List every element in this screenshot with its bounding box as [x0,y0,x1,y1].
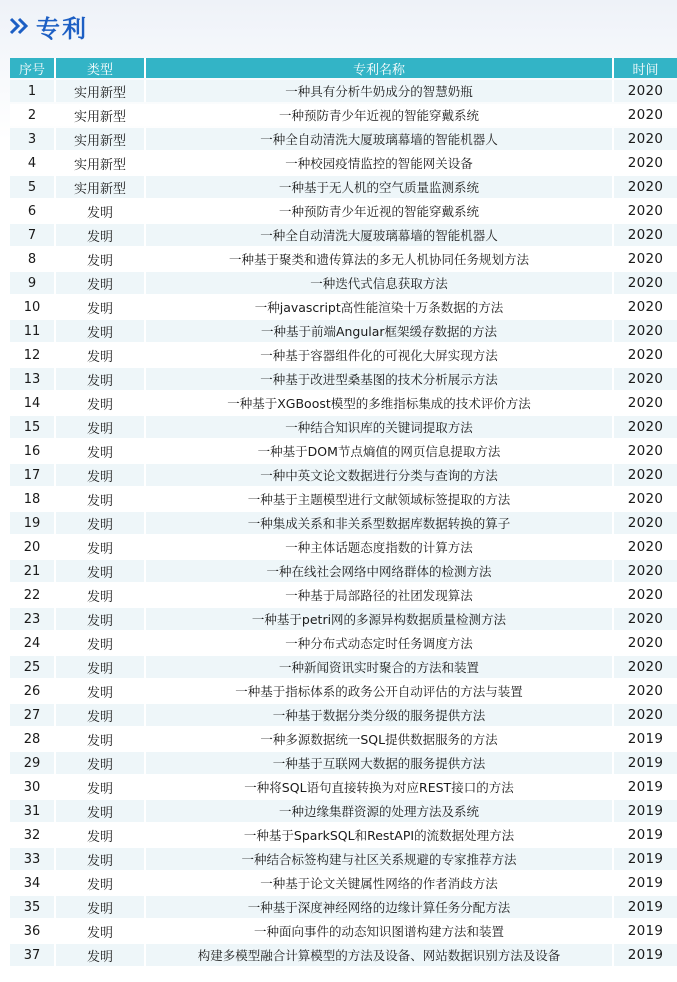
row-index: 26 [10,680,54,702]
table-row [10,80,677,102]
row-index: 20 [10,536,54,558]
patent-year: 2020 [612,512,677,534]
row-index: 17 [10,464,54,486]
table-row [10,488,677,510]
patent-name: 一种基于容器组件化的可视化大屏实现方法 [144,344,612,366]
row-index: 33 [10,848,54,870]
table-row [10,344,677,366]
patent-name: 一种全自动清洗大厦玻璃幕墙的智能机器人 [144,128,612,150]
row-index: 5 [10,176,54,198]
patent-name: 一种预防青少年近视的智能穿戴系统 [144,200,612,222]
row-index: 36 [10,920,54,942]
patent-name: 一种迭代式信息获取方法 [144,272,612,294]
table-row [10,944,677,966]
patent-year: 2020 [612,224,677,246]
patent-type: 发明 [54,368,144,390]
patent-type: 发明 [54,392,144,414]
patent-type: 发明 [54,296,144,318]
table-row [10,200,677,222]
row-index: 6 [10,200,54,222]
row-index: 31 [10,800,54,822]
table-row [10,104,677,126]
row-index: 10 [10,296,54,318]
patent-year: 2020 [612,200,677,222]
header-type: 类型 [54,58,144,78]
patent-year: 2020 [612,440,677,462]
row-index: 28 [10,728,54,750]
patent-name: 一种新闻资讯实时聚合的方法和装置 [144,656,612,678]
patent-year: 2019 [612,800,677,822]
patent-name: 一种面向事件的动态知识图谱构建方法和装置 [144,920,612,942]
patent-name: 一种预防青少年近视的智能穿戴系统 [144,104,612,126]
table-row [10,392,677,414]
row-index: 11 [10,320,54,342]
patent-type: 实用新型 [54,152,144,174]
patent-name: 一种基于XGBoost模型的多维指标集成的技术评价方法 [144,392,612,414]
table-row [10,824,677,846]
patent-type: 发明 [54,608,144,630]
patent-type: 发明 [54,536,144,558]
row-index: 8 [10,248,54,270]
patent-type: 发明 [54,704,144,726]
row-index: 12 [10,344,54,366]
patent-year: 2020 [612,704,677,726]
row-index: 2 [10,104,54,126]
table-row [10,776,677,798]
patent-year: 2020 [612,104,677,126]
table-row [10,176,677,198]
table-row [10,896,677,918]
table-row [10,536,677,558]
patent-year: 2020 [612,152,677,174]
patent-name: 一种基于深度神经网络的边缘计算任务分配方法 [144,896,612,918]
patent-type: 发明 [54,512,144,534]
patent-year: 2020 [612,488,677,510]
row-index: 25 [10,656,54,678]
patent-name: 一种结合标签构建与社区关系规避的专家推荐方法 [144,848,612,870]
patent-year: 2020 [612,632,677,654]
table-row [10,872,677,894]
patent-name: 一种中英文论文数据进行分类与查询的方法 [144,464,612,486]
table-row [10,272,677,294]
patent-name: 一种结合知识库的关键词提取方法 [144,416,612,438]
patent-year: 2020 [612,392,677,414]
table-row [10,248,677,270]
patent-type: 发明 [54,776,144,798]
table-row [10,128,677,150]
table-row [10,656,677,678]
patent-year: 2020 [612,176,677,198]
row-index: 35 [10,896,54,918]
row-index: 9 [10,272,54,294]
patent-type: 发明 [54,320,144,342]
table-row [10,848,677,870]
patent-type: 发明 [54,440,144,462]
patent-name: 一种基于前端Angular框架缓存数据的方法 [144,320,612,342]
patent-name: 构建多模型融合计算模型的方法及设备、网站数据识别方法及设备 [144,944,612,966]
row-index: 22 [10,584,54,606]
patent-year: 2020 [612,368,677,390]
table-header-row [10,58,677,78]
patent-name: 一种基于无人机的空气质量监测系统 [144,176,612,198]
patent-year: 2020 [612,320,677,342]
patent-type: 发明 [54,632,144,654]
patent-name: 一种集成关系和非关系型数据库数据转换的算子 [144,512,612,534]
table-row [10,416,677,438]
patent-name: 一种分布式动态定时任务调度方法 [144,632,612,654]
table-row [10,608,677,630]
patent-year: 2019 [612,872,677,894]
row-index: 15 [10,416,54,438]
patent-type: 发明 [54,920,144,942]
table-row [10,560,677,582]
patent-type: 发明 [54,848,144,870]
patent-type: 发明 [54,800,144,822]
patent-year: 2020 [612,584,677,606]
row-index: 23 [10,608,54,630]
patent-name: 一种基于数据分类分级的服务提供方法 [144,704,612,726]
patent-name: 一种校园疫情监控的智能网关设备 [144,152,612,174]
table-row [10,464,677,486]
table-row [10,320,677,342]
patent-name: 一种基于聚类和遗传算法的多无人机协同任务规划方法 [144,248,612,270]
patent-year: 2019 [612,776,677,798]
patent-name: 一种javascript高性能渲染十万条数据的方法 [144,296,612,318]
patent-year: 2020 [612,656,677,678]
patent-year: 2020 [612,464,677,486]
row-index: 29 [10,752,54,774]
patent-name: 一种基于改进型桑基图的技术分析展示方法 [144,368,612,390]
patent-name: 一种基于局部路径的社团发现算法 [144,584,612,606]
patent-name: 一种主体话题态度指数的计算方法 [144,536,612,558]
patent-type: 发明 [54,248,144,270]
patent-type: 发明 [54,896,144,918]
patent-year: 2019 [612,752,677,774]
patent-name: 一种将SQL语句直接转换为对应REST接口的方法 [144,776,612,798]
table-row [10,920,677,942]
header-time: 时间 [612,58,677,78]
patent-year: 2019 [612,944,677,966]
table-row [10,800,677,822]
patent-year: 2020 [612,80,677,102]
patent-name: 一种基于互联网大数据的服务提供方法 [144,752,612,774]
row-index: 21 [10,560,54,582]
patent-name: 一种边缘集群资源的处理方法及系统 [144,800,612,822]
row-index: 19 [10,512,54,534]
patent-year: 2019 [612,896,677,918]
table-row [10,224,677,246]
row-index: 34 [10,872,54,894]
patent-type: 实用新型 [54,176,144,198]
patent-year: 2019 [612,728,677,750]
patent-type: 发明 [54,344,144,366]
patent-year: 2020 [612,128,677,150]
patent-type: 发明 [54,560,144,582]
patent-type: 发明 [54,656,144,678]
table-row [10,728,677,750]
table-row [10,368,677,390]
patent-year: 2020 [612,272,677,294]
row-index: 24 [10,632,54,654]
patent-type: 发明 [54,680,144,702]
patent-year: 2019 [612,920,677,942]
patent-year: 2020 [612,536,677,558]
row-index: 18 [10,488,54,510]
double-chevron-right-icon [8,15,30,37]
patent-year: 2019 [612,824,677,846]
patent-year: 2020 [612,296,677,318]
patent-name: 一种全自动清洗大厦玻璃幕墙的智能机器人 [144,224,612,246]
table-row [10,440,677,462]
patent-name: 一种基于主题模型进行文献领域标签提取的方法 [144,488,612,510]
patent-type: 发明 [54,200,144,222]
patent-table [10,56,677,968]
header-index: 序号 [10,58,54,78]
row-index: 37 [10,944,54,966]
patent-year: 2020 [612,560,677,582]
table-row [10,680,677,702]
patent-type: 发明 [54,488,144,510]
patent-type: 实用新型 [54,104,144,126]
row-index: 3 [10,128,54,150]
row-index: 13 [10,368,54,390]
row-index: 30 [10,776,54,798]
patent-type: 发明 [54,464,144,486]
section-header [8,6,88,46]
table-row [10,152,677,174]
table-row [10,512,677,534]
patent-name: 一种具有分析牛奶成分的智慧奶瓶 [144,80,612,102]
patent-type: 发明 [54,728,144,750]
patent-type: 发明 [54,584,144,606]
page-title: 专利 [36,14,88,43]
patent-type: 发明 [54,224,144,246]
patent-name: 一种多源数据统一SQL提供数据服务的方法 [144,728,612,750]
patent-name: 一种基于petri网的多源异构数据质量检测方法 [144,608,612,630]
table-row [10,296,677,318]
row-index: 32 [10,824,54,846]
patent-name: 一种基于DOM节点熵值的网页信息提取方法 [144,440,612,462]
patent-type: 发明 [54,416,144,438]
patent-type: 发明 [54,824,144,846]
row-index: 27 [10,704,54,726]
patent-name: 一种在线社会网络中网络群体的检测方法 [144,560,612,582]
row-index: 1 [10,80,54,102]
patent-type: 实用新型 [54,128,144,150]
patent-type: 发明 [54,944,144,966]
patent-name: 一种基于指标体系的政务公开自动评估的方法与装置 [144,680,612,702]
row-index: 7 [10,224,54,246]
table-row [10,632,677,654]
header-patent-name: 专利名称 [144,58,612,78]
table-row [10,584,677,606]
patent-type: 发明 [54,872,144,894]
patent-type: 实用新型 [54,80,144,102]
patent-name: 一种基于论文关键属性网络的作者消歧方法 [144,872,612,894]
patent-year: 2020 [612,416,677,438]
row-index: 14 [10,392,54,414]
patent-type: 发明 [54,272,144,294]
patent-type: 发明 [54,752,144,774]
patent-year: 2020 [612,344,677,366]
row-index: 16 [10,440,54,462]
patent-name: 一种基于SparkSQL和RestAPI的流数据处理方法 [144,824,612,846]
table-row [10,704,677,726]
patent-year: 2020 [612,608,677,630]
patent-year: 2020 [612,248,677,270]
patent-year: 2019 [612,848,677,870]
table-row [10,752,677,774]
row-index: 4 [10,152,54,174]
patent-year: 2020 [612,680,677,702]
